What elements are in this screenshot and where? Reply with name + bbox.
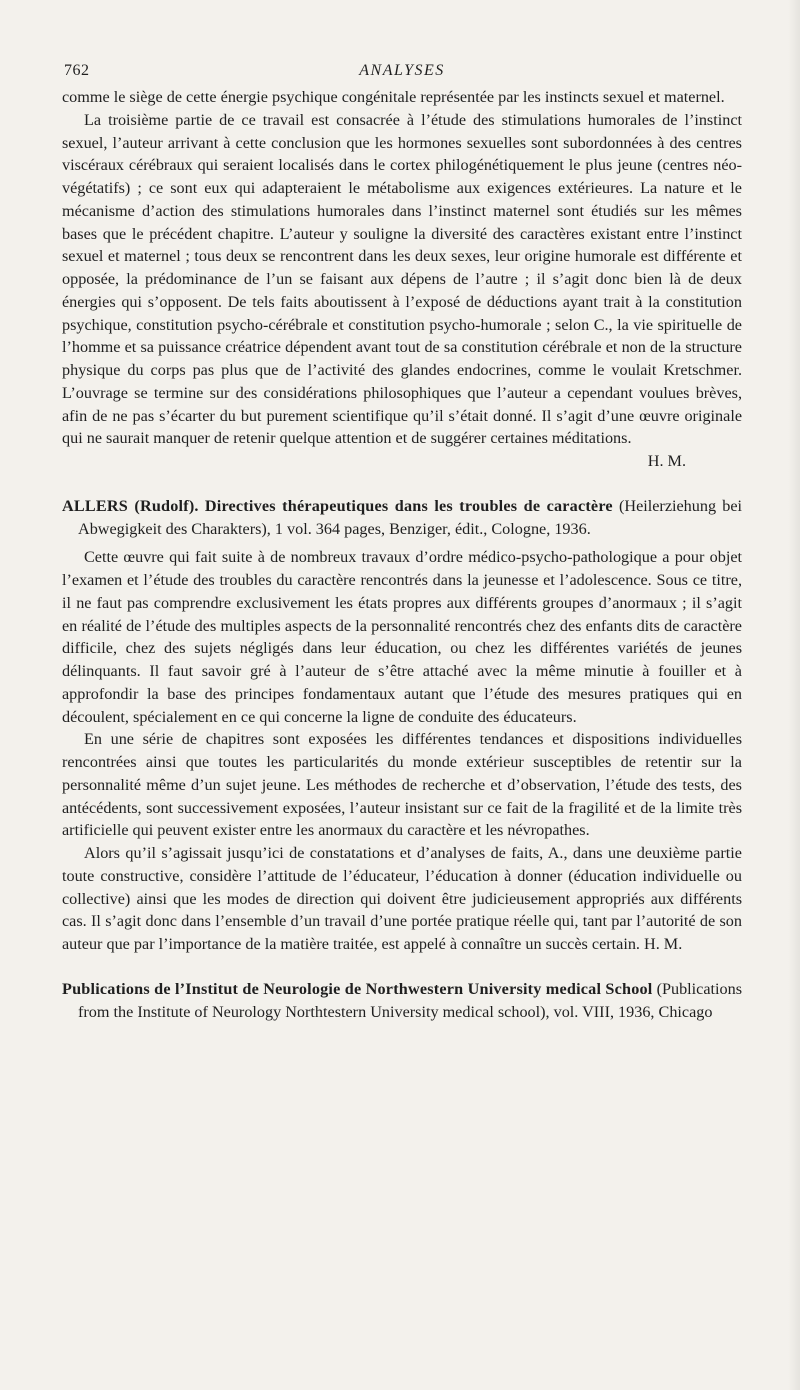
review1-paragraph-1: comme le siège de cette énergie psychique congénitale représentée par les instincts sexuel et maternel. [62, 88, 725, 106]
review2-heading [62, 495, 742, 541]
review2-details: (Heilerziehung bei Abwegigkeit des Charakters), 1 vol. 364 pages, Benziger, édit., Cologne, 1936. [78, 496, 743, 538]
page-number: 762 [64, 62, 90, 79]
review1-paragraph-2: La troisième partie de ce travail est consacrée à l’étude des stimulations humorales de l’instinct sexuel, l’auteur arrivant à cette conclusion que les hormones sexuelles sont subordonnées à des centres viscéraux cérébraux qui seraient localisés dans le cortex philogénétiquement le plus jeune (centres néo-végétatifs) ; ce sont eux qui adapteraient le métabolisme aux exigences extérieures. La nature et le mécanisme d’action des stimulations humorales dans l’instinct maternel sont étudiés sur les mêmes bases que le précédent chapitre. L’auteur y souligne la diversité des caractères existant entre l’instinct sexuel et maternel ; tous deux se rencontrent dans les deux sexes, leur origine humorale est différente et opposée, la prédominance de l’un se faisant aux dépens de l’autre ; il s’agit donc bien là de deux énergies qui s’opposent. De tels faits aboutissent à l’exposé de déductions ayant trait à la constitution psychique, constitution psycho-cérébrale et constitution psycho-humorale ; selon C., la vie spirituelle de l’homme et sa puissance créatrice dépendent avant tout de sa constitution cérébrale et non de la structure physique du corps pas plus que de l’activité des glandes endocrines, comme le voulait Kretschmer. L’ouvrage se termine sur des considérations philosophiques que l’auteur a cependant voulues brèves, afin de ne pas s’écarter du but purement scientifique qu’il s’était donné. Il s’agit d’une œuvre originale qui ne saurait manquer de retenir quelque attention et de suggérer certaines méditations. [62, 110, 742, 448]
page [62, 62, 742, 1023]
review1-signature: H. M. [647, 452, 686, 470]
review3-title: Publications de l’Institut de Neurologie de Northwestern University medical School [62, 979, 653, 998]
running-head [62, 62, 742, 86]
review2-paragraph-3 [62, 842, 742, 956]
page-edge-shadow [788, 0, 800, 1390]
review2-title: Directives thérapeutiques dans les troubles de caractère [204, 496, 613, 515]
review2-author: ALLERS (Rudolf). [62, 496, 199, 515]
review2-paragraph-3-text: Alors qu’il s’agissait jusqu’ici de constatations et d’analyses de faits, A., dans une deuxième partie toute constructive, considère l’attitude de l’éducateur, l’éducation à donner (éducation individuelle ou collective) ainsi que les modes de direction qui doivent être judicieusement appropriés aux différents cas. Il s’agit donc dans l’ensemble d’un travail d’une portée pratique réelle qui, tant par l’autorité de son auteur que par l’importance de la matière traitée, est appelé à connaître un succès certain. [62, 844, 742, 953]
section-title: ANALYSES [359, 62, 445, 79]
review2-paragraph-2: En une série de chapitres sont exposées les différentes tendances et dispositions individuelles rencontrées ainsi que toutes les particularités du monde extérieur susceptibles de retentir sur la personnalité même d’un sujet jeune. Les méthodes de recherche et d’observation, l’étude des tests, des antécédents, sont successivement exposées, l’auteur insistant sur ce fait de la fragilité et de la limite très artificielle qui peuvent exister entre les anormaux du caractère et les névropathes. [62, 730, 742, 840]
review3-heading [62, 978, 742, 1024]
review2-paragraph-1: Cette œuvre qui fait suite à de nombreux travaux d’ordre médico-psycho-pathologique a pour objet l’examen et l’étude des troubles du caractère rencontrés dans la jeunesse et l’adolescence. Sous ce titre, il ne faut pas comprendre exclusivement les états propres aux différents groupes d’anormaux ; il s’agit en réalité de l’étude des multiples aspects de la personnalité rencontrés chez des enfants dits de caractère difficile, chez des sujets négligés dans leur éducation, ou chez les différentes variétés de jeunes délinquants. Il faut savoir gré à l’auteur de s’être attaché avec la même minutie à fouiller et à approfondir la base des principes fondamentaux autant que l’étude des mesures pratiques qui en découlent, spécialement en ce qui concerne la ligne de conduite des éducateurs. [62, 548, 742, 726]
review2-signature: H. M. [644, 935, 683, 953]
review3-details: (Publications from the Institute of Neurology Northtestern University medical school), vol. VIII, 1936, Chicago [78, 979, 743, 1021]
